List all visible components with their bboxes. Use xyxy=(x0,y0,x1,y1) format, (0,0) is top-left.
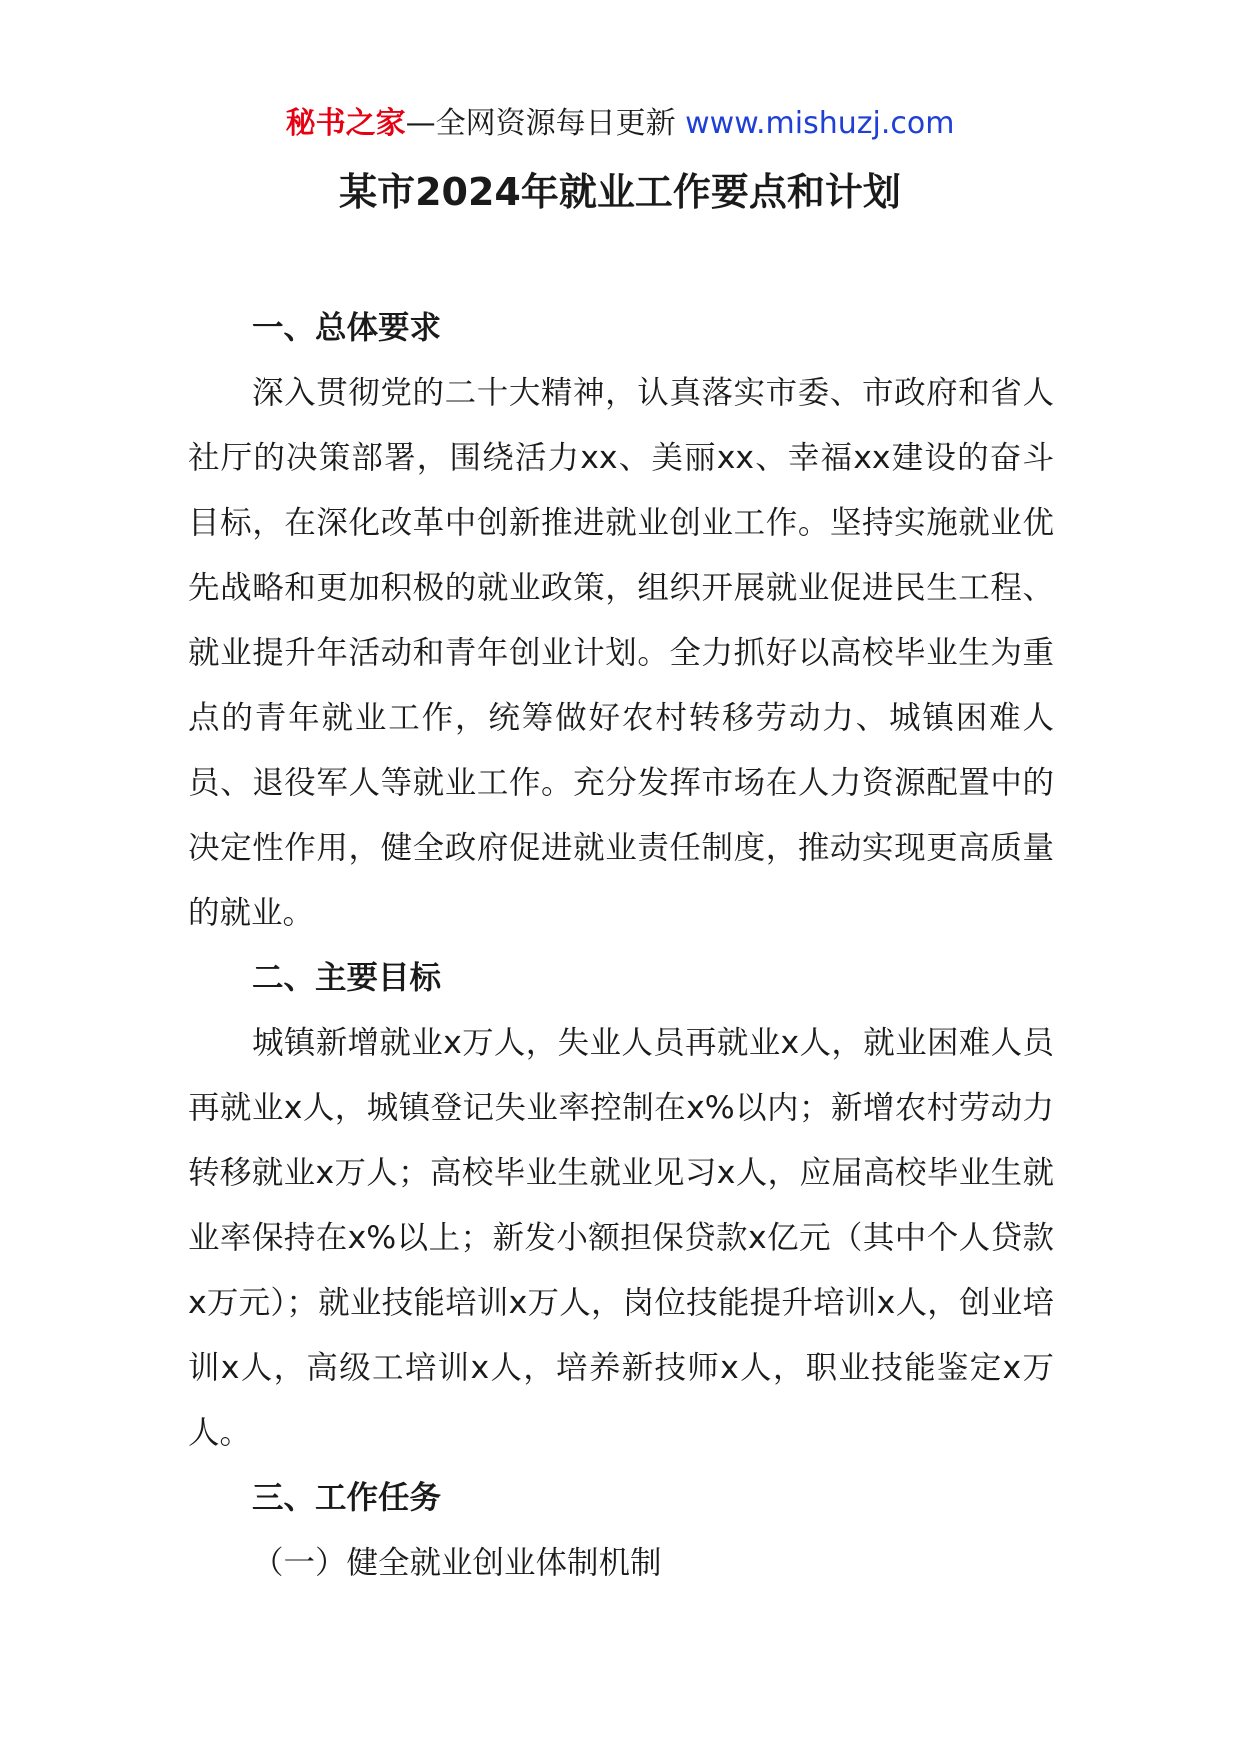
section-heading-main-goals: 二、主要目标 xyxy=(252,960,442,996)
section-heading-work-tasks: 三、工作任务 xyxy=(252,1480,442,1516)
section-paragraph-main-goals: 城镇新增就业x万人，失业人员再就业x人，就业困难人员再就业x人，城镇登记失业率控制在x%以内；新增农村劳动力转移就业x万人；高校毕业生就业见习x人，应届高校毕业生就业率保持在x%以上；新发小额担保贷款x亿元（其中个人贷款x万元）；就业技能培训x万人，岗位技能提升培训x人，创业培训x人，高级工培训x人，培养新技师x人，职业技能鉴定x万人。 xyxy=(188,1025,1054,1451)
site-url-link[interactable]: www.mishuzj.com xyxy=(685,106,955,141)
site-brand: 秘书之家 xyxy=(285,106,406,141)
document-title: 某市2024年就业工作要点和计划 xyxy=(339,170,901,214)
subsection-heading-mechanism: （一）健全就业创业体制机制 xyxy=(252,1545,662,1581)
site-tagline: —全网资源每日更新 xyxy=(405,106,676,141)
site-banner xyxy=(0,104,1240,144)
section-heading-general-requirements: 一、总体要求 xyxy=(252,310,442,346)
document-body xyxy=(188,296,1054,1596)
section-paragraph-general-requirements: 深入贯彻党的二十大精神，认真落实市委、市政府和省人社厅的决策部署，围绕活力xx、美丽xx、幸福xx建设的奋斗目标，在深化改革中创新推进就业创业工作。坚持实施就业优先战略和更加积极的就业政策，组织开展就业促进民生工程、就业提升年活动和青年创业计划。全力抓好以高校毕业生为重点的青年就业工作，统筹做好农村转移劳动力、城镇困难人员、退役军人等就业工作。充分发挥市场在人力资源配置中的决定性作用，健全政府促进就业责任制度，推动实现更高质量的就业。 xyxy=(188,375,1054,931)
